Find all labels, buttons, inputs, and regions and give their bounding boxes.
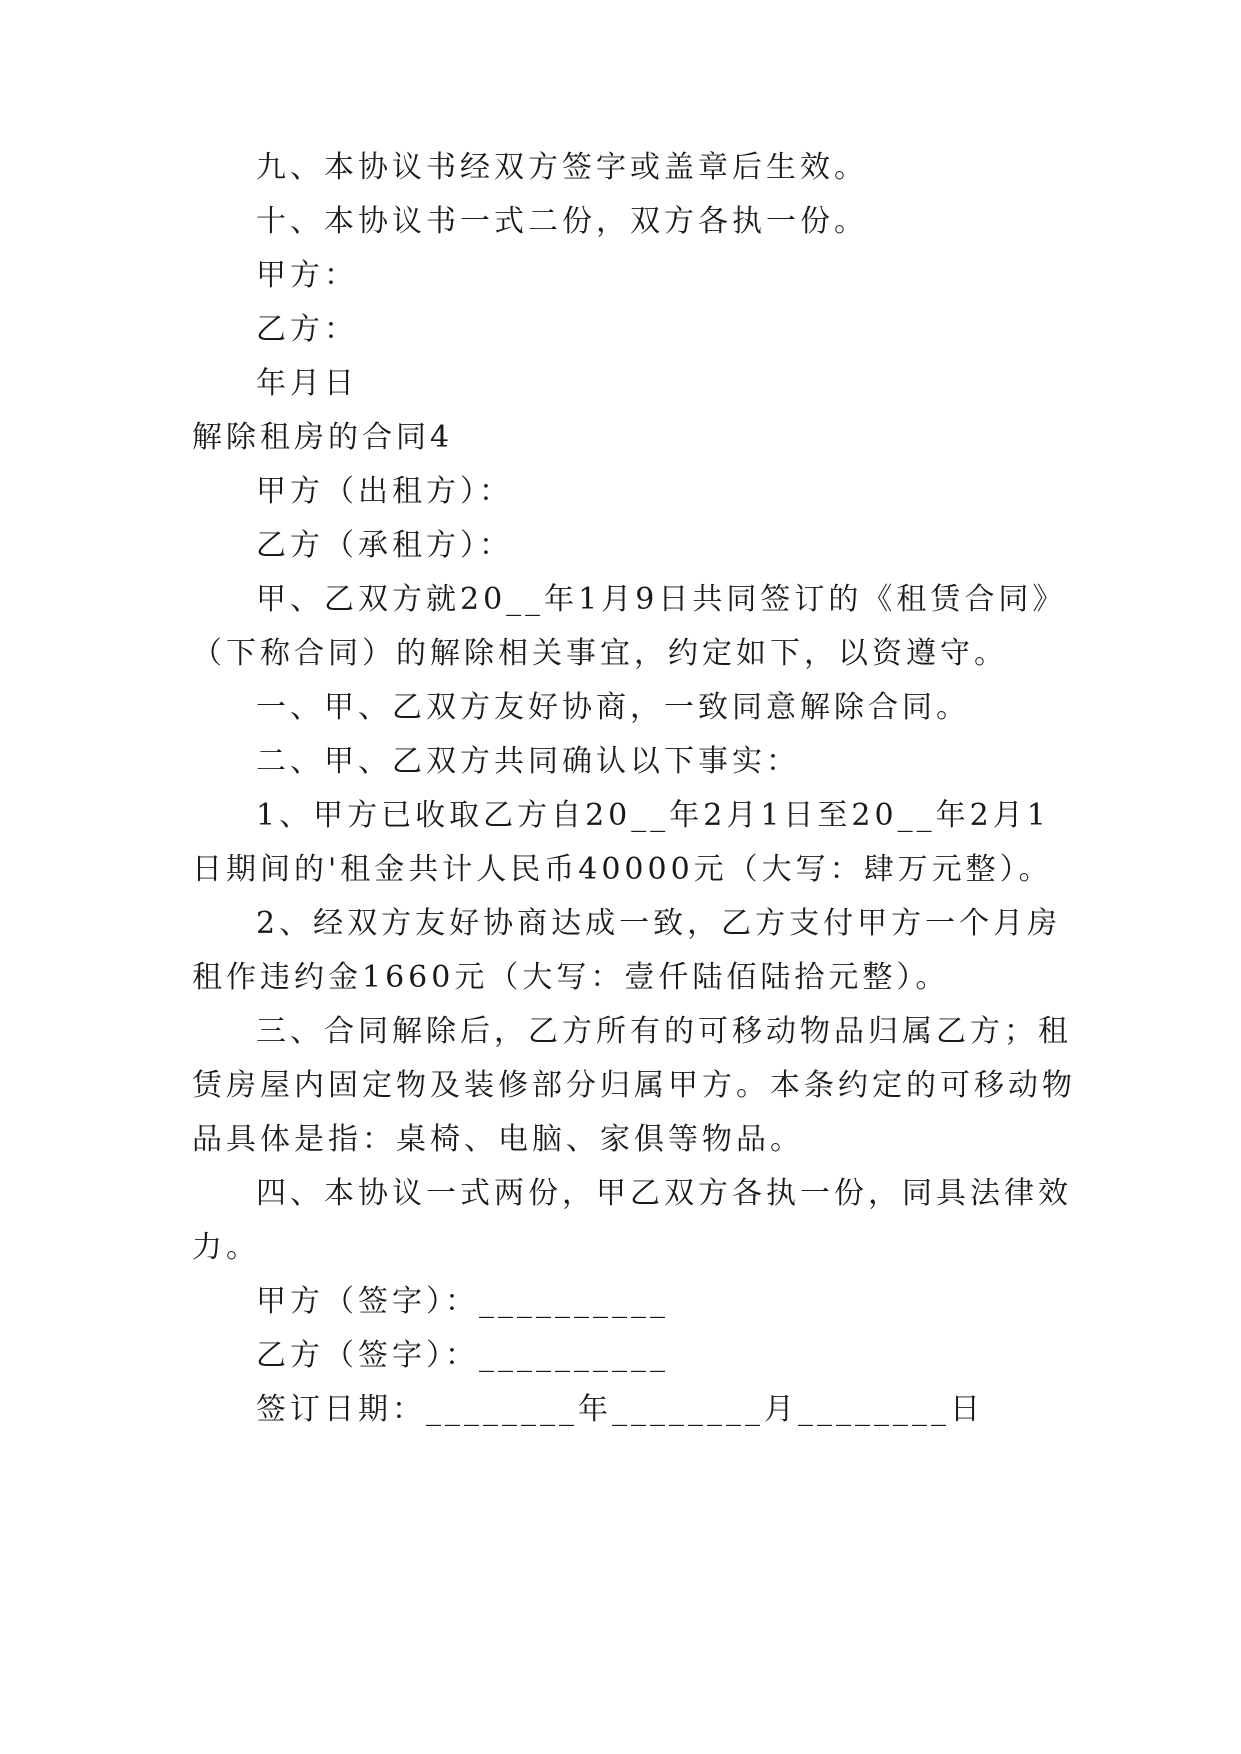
party-b-signature: 乙方（签字）：__________ bbox=[256, 1338, 669, 1373]
clause-four-line-1: 四、本协议一式两份，甲乙双方各执一份，同具法律效 bbox=[256, 1176, 1072, 1211]
clause-three-line-1: 三、合同解除后，乙方所有的可移动物品归属乙方；租 bbox=[256, 1014, 1072, 1049]
lessee-line: 乙方（承租方）： bbox=[256, 528, 513, 563]
paragraph-intro-line-1: 甲、乙双方就20__年1月9日共同签订的《租赁合同》 bbox=[256, 582, 1067, 617]
party-a-signature: 甲方（签字）：__________ bbox=[256, 1284, 669, 1319]
clause-one: 一、甲、乙双方友好协商，一致同意解除合同。 bbox=[256, 690, 970, 725]
date-label: 年月日 bbox=[256, 366, 358, 401]
signing-date: 签订日期：________年________月________日 bbox=[256, 1392, 984, 1427]
fact-one-line-1: 1、甲方已收取乙方自20__年2月1日至20__年2月1 bbox=[256, 798, 1050, 833]
clause-four-line-2: 力。 bbox=[192, 1230, 260, 1265]
clause-three-line-2: 赁房屋内固定物及装修部分归属甲方。本条约定的可移动物 bbox=[192, 1068, 1076, 1103]
clause-three-line-3: 品具体是指：桌椅、电脑、家俱等物品。 bbox=[192, 1122, 804, 1157]
section-title: 解除租房的合同4 bbox=[192, 420, 454, 455]
lessor-line: 甲方（出租方）： bbox=[256, 474, 513, 509]
party-b-label: 乙方： bbox=[256, 312, 358, 347]
fact-two-line-1: 2、经双方友好协商达成一致，乙方支付甲方一个月房 bbox=[256, 906, 1062, 941]
clause-nine: 九、本协议书经双方签字或盖章后生效。 bbox=[256, 150, 868, 185]
clause-two: 二、甲、乙双方共同确认以下事实： bbox=[256, 744, 800, 779]
clause-ten: 十、本协议书一式二份，双方各执一份。 bbox=[256, 204, 868, 239]
fact-two-line-2: 租作违约金1660元（大写：壹仟陆佰陆拾元整）。 bbox=[192, 960, 950, 995]
paragraph-intro-line-2: （下称合同）的解除相关事宜，约定如下，以资遵守。 bbox=[192, 636, 1008, 671]
party-a-label: 甲方： bbox=[256, 258, 358, 293]
fact-one-line-2: 日期间的'租金共计人民币40000元（大写：肆万元整）。 bbox=[192, 852, 1053, 887]
